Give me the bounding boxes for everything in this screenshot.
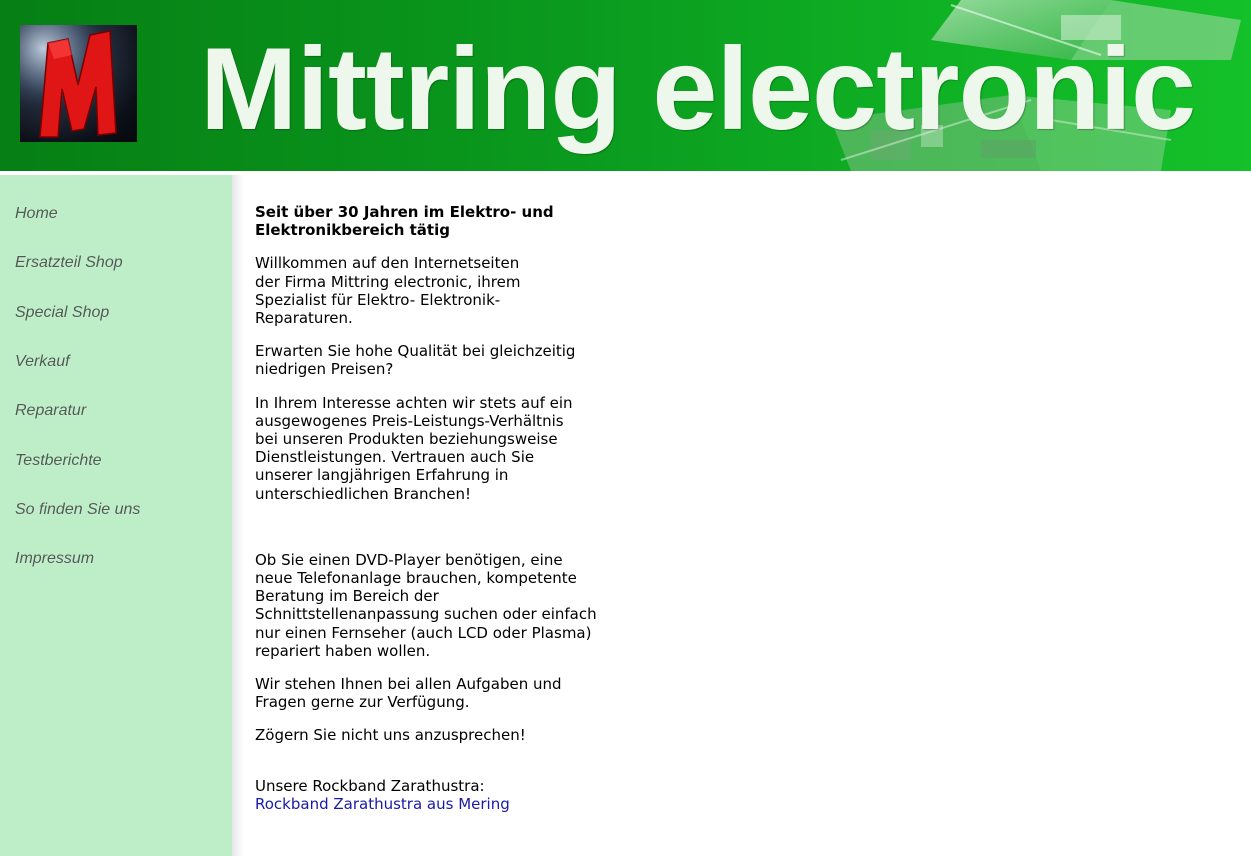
band-link[interactable]: Rockband Zarathustra aus Mering [255, 794, 510, 813]
sidebar-item-so-finden-sie-uns[interactable]: So finden Sie uns [15, 501, 141, 518]
sidebar-item-reparatur[interactable]: Reparatur [15, 402, 87, 419]
sidebar-item-testberichte[interactable]: Testberichte [15, 452, 102, 469]
logo[interactable] [20, 25, 137, 142]
sidebar-item-ersatzteil-shop[interactable]: Ersatzteil Shop [15, 254, 123, 271]
welcome-paragraph: Willkommen auf den Internetseiten der Firma Mittring electronic, ihrem Spezialist für Elektro- Elektronik-Reparaturen. [255, 254, 521, 328]
content-heading: Seit über 30 Jahren im Elektro- und Elektronikbereich tätig [255, 203, 554, 240]
band-intro: Unsere Rockband Zarathustra: [255, 776, 485, 795]
site-title: Mittring electronic [200, 23, 1196, 154]
sidebar-item-special-shop[interactable]: Special Shop [15, 304, 110, 321]
sidebar-shadow [232, 175, 244, 856]
logo-m-icon [20, 25, 137, 142]
services-paragraph: Ob Sie einen DVD-Player benötigen, eine neue Telefonanlage brauchen, kompetente Beratung im Bereich der Schnittstellenanpassung suchen oder einfach nur einen Fernseher (auch LCD oder Plasma) repariert haben wollen. [255, 550, 597, 660]
sidebar-nav [0, 175, 232, 856]
sidebar-item-impressum[interactable]: Impressum [15, 550, 95, 567]
main-content [255, 203, 605, 813]
band-paragraph [255, 795, 605, 813]
sidebar-item-verkauf[interactable]: Verkauf [15, 353, 70, 370]
sidebar-item-home[interactable]: Home [15, 205, 58, 222]
contact-paragraph: Zögern Sie nicht uns anzusprechen! [255, 726, 526, 745]
header-banner [0, 0, 1251, 171]
quality-paragraph: Erwarten Sie hohe Qualität bei gleichzeitig niedrigen Preisen? [255, 342, 576, 379]
interest-paragraph: In Ihrem Interesse achten wir stets auf ein ausgewogenes Preis-Leistungs-Verhältnis bei unseren Produkten beziehungsweise Dienstleistungen. Vertrauen auch Sie unserer langjährigen Erfahrung in unterschiedlichen Branchen! [255, 393, 573, 503]
support-paragraph: Wir stehen Ihnen bei allen Aufgaben und Fragen gerne zur Verfügung. [255, 675, 562, 712]
